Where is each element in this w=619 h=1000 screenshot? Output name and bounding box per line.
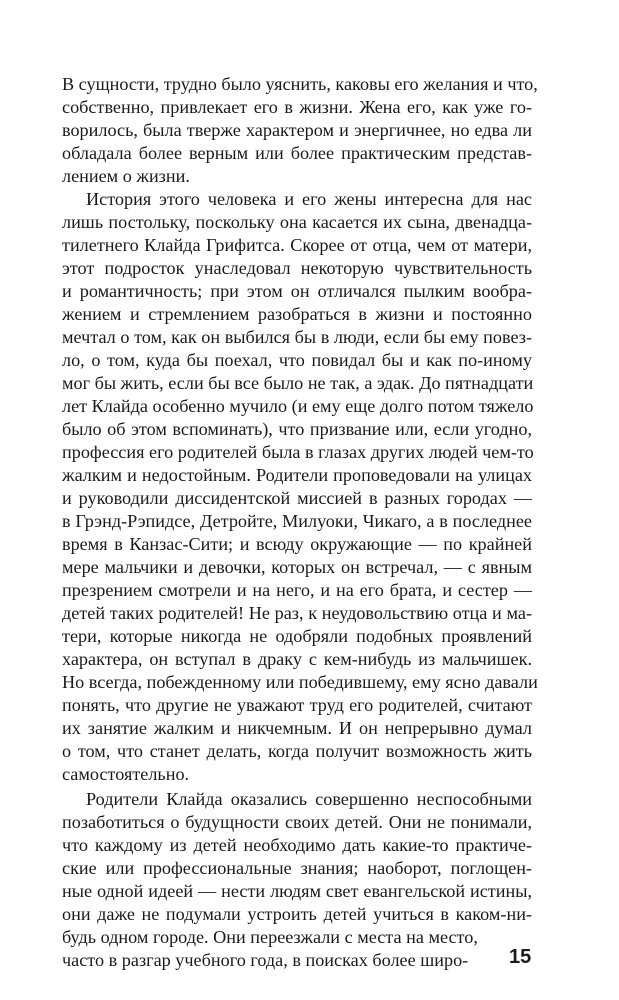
text-line: и романтичность; при этом он отличался пылким вообра- — [62, 281, 532, 301]
text-line: этот подросток унаследовал некоторую чувствительность — [62, 258, 532, 278]
text-line: время в Канзас-Сити; и всюду окружающие — по крайней — [62, 534, 532, 554]
text-line: в Грэнд-Рэпидсе, Детройте, Милуоки, Чикаго, а в последнее — [62, 511, 532, 531]
text-line: мог бы жить, если бы все было не так, а эдак. До пятнадцати — [62, 373, 534, 393]
text-line: было об этом вспоминать), что призвание или, если угодно, — [62, 419, 532, 439]
text-line: лишь постольку, поскольку она касается их сына, двенадца- — [62, 212, 532, 232]
text-line: самостоятельно. — [62, 764, 190, 784]
text-line: Но всегда, побежденному или победившему, ему ясно давали — [62, 672, 538, 692]
paragraph-first-line: Родители Клайда оказались совершенно неспособными — [86, 789, 532, 809]
text-line: их занятие жалким и никчемным. И он непрерывно думал — [62, 718, 532, 738]
text-line: лением о жизни. — [62, 166, 190, 186]
text-line: характера, он вступал в драку с кем-нибудь из мальчишек. — [62, 649, 532, 669]
text-line: ло, о том, куда бы поехал, что повидал бы и как по-иному — [62, 350, 532, 370]
text-line: обладала более верным или более практическим представ- — [62, 143, 532, 163]
text-line: жалким и недостойным. Родители проповедовали на улицах — [62, 465, 532, 485]
text-line: профессия его родителей была в глазах других людей чем-то — [62, 442, 534, 462]
text-line: презрением смотрели и на него, и на его брата, и сестер — — [62, 580, 532, 600]
text-line: детей таких родителей! Не раз, к неудовольствию отца и ма- — [62, 603, 532, 623]
text-line: ские или профессиональные знания; наоборот, поглощен- — [62, 858, 532, 878]
text-line: они даже не подумали устроить детей учиться в каком-ни- — [62, 904, 532, 924]
text-line: часто в разгар учебного года, в поисках более широ- — [62, 950, 469, 970]
text-line: мечтал о том, как он выбился бы в люди, если бы ему повез- — [62, 327, 532, 347]
text-line: о том, что станет делать, когда получит возможность жить — [62, 741, 532, 761]
text-line: мере мальчики и девочки, которых он встречал, — с явным — [62, 557, 532, 577]
page-number: 15 — [509, 946, 532, 968]
text-line: и руководили диссидентской миссией в разных городах — — [62, 488, 532, 508]
text-line: тилетнего Клайда Грифитса. Скорее от отца, чем от матери, — [62, 235, 532, 255]
text-line: будь одном городе. Они переезжали с места на место, — [62, 927, 478, 947]
paragraph-first-line: История этого человека и его жены интересна для нас — [86, 189, 532, 209]
text-line: понять, что другие не уважают труд его родителей, считают — [62, 695, 532, 715]
text-line: В сущности, трудно было уяснить, каковы его желания и что, — [62, 74, 538, 94]
text-line: что каждому из детей необходимо дать какие-то практиче- — [62, 835, 532, 855]
text-line: лет Клайда особенно мучило (и ему еще долго потом тяжело — [62, 396, 534, 416]
text-line: тери, которые никогда не одобряли подобных проявлений — [62, 626, 532, 646]
text-line: жением и стремлением разобраться в жизни и постоянно — [62, 304, 532, 324]
text-line: ные одной идеей — нести людям свет евангельской истины, — [62, 881, 532, 901]
text-line: ворилось, была тверже характером и энергичнее, но едва ли — [62, 120, 532, 140]
text-line: собственно, привлекает его в жизни. Жена его, как уже го- — [62, 97, 532, 117]
text-line: позаботиться о будущности своих детей. Они не понимали, — [62, 812, 532, 832]
